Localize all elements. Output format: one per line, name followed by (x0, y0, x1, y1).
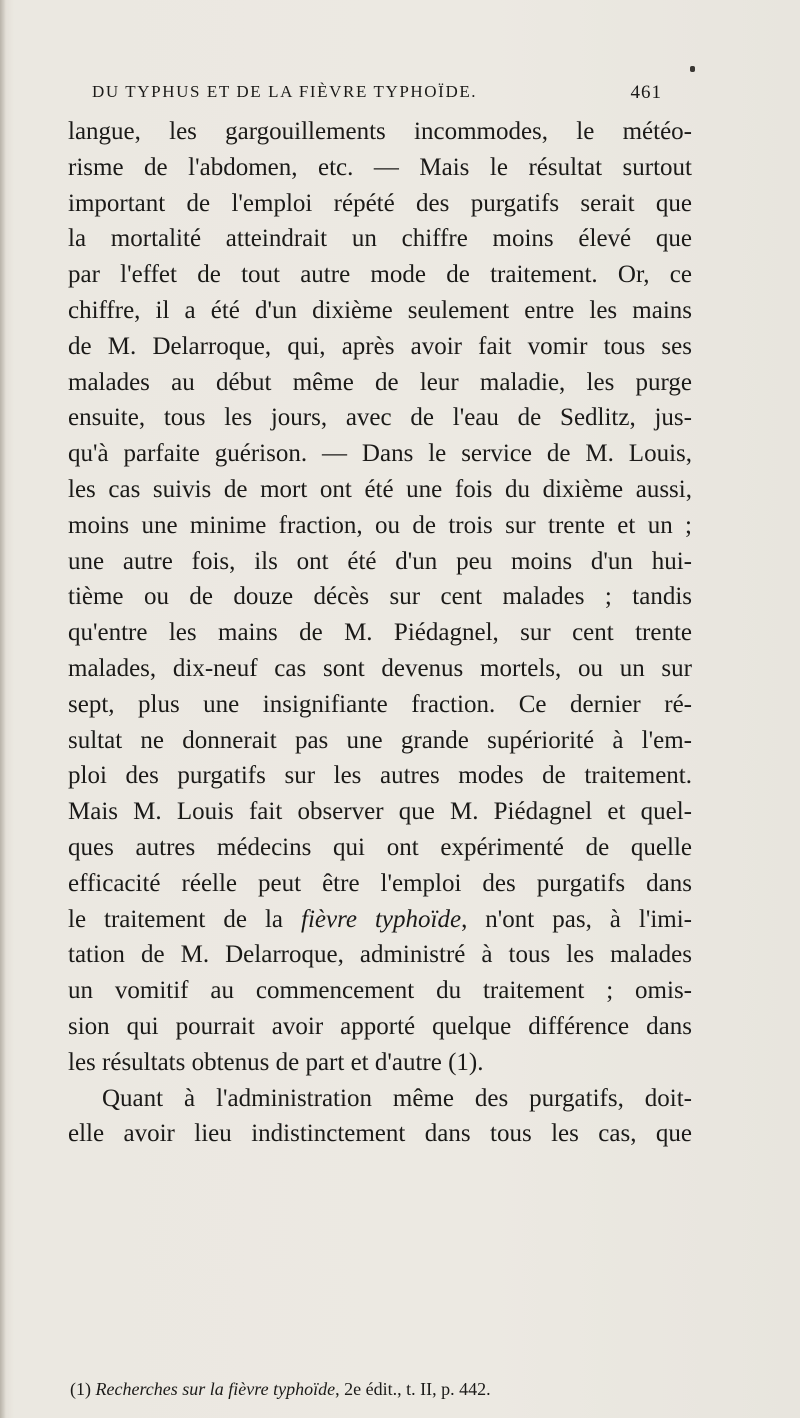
text-line: malades au début même de leur maladie, les purge (68, 368, 692, 396)
text-line: ploi des purgatifs sur les autres modes de traitement. (68, 762, 692, 790)
text-line: qu'entre les mains de M. Piédagnel, sur cent trente (68, 619, 692, 647)
footnote-title: Recherches sur la fièvre typhoïde (95, 1379, 336, 1399)
text-line: risme de l'abdomen, etc. — Mais le résultat surtout (68, 153, 692, 181)
text-line: sultat ne donnerait pas une grande supériorité à l'em- (68, 726, 692, 754)
paragraph-start-line: Quant à l'administration même des purgatifs, doit- (102, 1084, 692, 1112)
text-line: elle avoir lieu indistinctement dans tous les cas, que (68, 1120, 692, 1148)
text-line: malades, dix-neuf cas sont devenus mortels, ou un sur (68, 654, 692, 682)
text-line: ques autres médecins qui ont expérimenté de quelle (68, 833, 692, 861)
text-line: ensuite, tous les jours, avec de l'eau de Sedlitz, jus- (68, 404, 692, 432)
running-title: DU TYPHUS ET DE LA FIÈVRE TYPHOÏDE. (92, 82, 478, 101)
text-line: tième ou de douze décès sur cent malades ; tandis (68, 583, 692, 611)
text-line: par l'effet de tout autre mode de traitement. Or, ce (68, 261, 692, 289)
text-line: Mais M. Louis fait observer que M. Piédagnel et quel- (68, 798, 692, 826)
footnote-marker: (1) (70, 1379, 91, 1399)
body-text (68, 114, 692, 1152)
text-line: moins une minime fraction, ou de trois sur trente et un ; (68, 511, 692, 539)
text-line: sept, plus une insignifiante fraction. Ce dernier ré- (68, 690, 692, 718)
text-line: la mortalité atteindrait un chiffre moins élevé que (68, 225, 692, 253)
italic-term: fièvre typhoïde (301, 905, 462, 933)
text-segment: , n'ont pas, à l'imi- (461, 905, 693, 933)
text-line: chiffre, il a été d'un dixième seulement entre les mains (68, 296, 692, 324)
text-segment: le traitement de la (68, 905, 283, 933)
text-line: qu'à parfaite guérison. — Dans le service de M. Louis, (68, 440, 692, 468)
footnote (70, 1379, 690, 1400)
text-line: de M. Delarroque, qui, après avoir fait vomir tous ses (68, 332, 692, 360)
text-line: efficacité réelle peut être l'emploi des purgatifs dans (68, 869, 692, 897)
footnote-reference: , 2e édit., t. II, p. 442. (335, 1379, 491, 1399)
page-number: 461 (630, 82, 662, 103)
text-line: tation de M. Delarroque, administré à tous les malades (68, 941, 692, 969)
text-line: sion qui pourrait avoir apporté quelque différence dans (68, 1012, 692, 1040)
text-line-with-italic (68, 902, 692, 938)
text-line: les résultats obtenus de part et d'autre (1). (68, 1048, 484, 1076)
running-head (92, 82, 662, 108)
ink-speck (690, 66, 695, 72)
page-edge-shadow (0, 0, 6, 1418)
text-line: les cas suivis de mort ont été une fois du dixième aussi, (68, 475, 692, 503)
text-line: important de l'emploi répété des purgatifs serait que (68, 189, 692, 217)
text-line: langue, les gargouillements incommodes, le météo- (68, 118, 692, 145)
text-line: un vomitif au commencement du traitement ; omis- (68, 977, 692, 1005)
text-line: une autre fois, ils ont été d'un peu moins d'un hui- (68, 547, 692, 575)
